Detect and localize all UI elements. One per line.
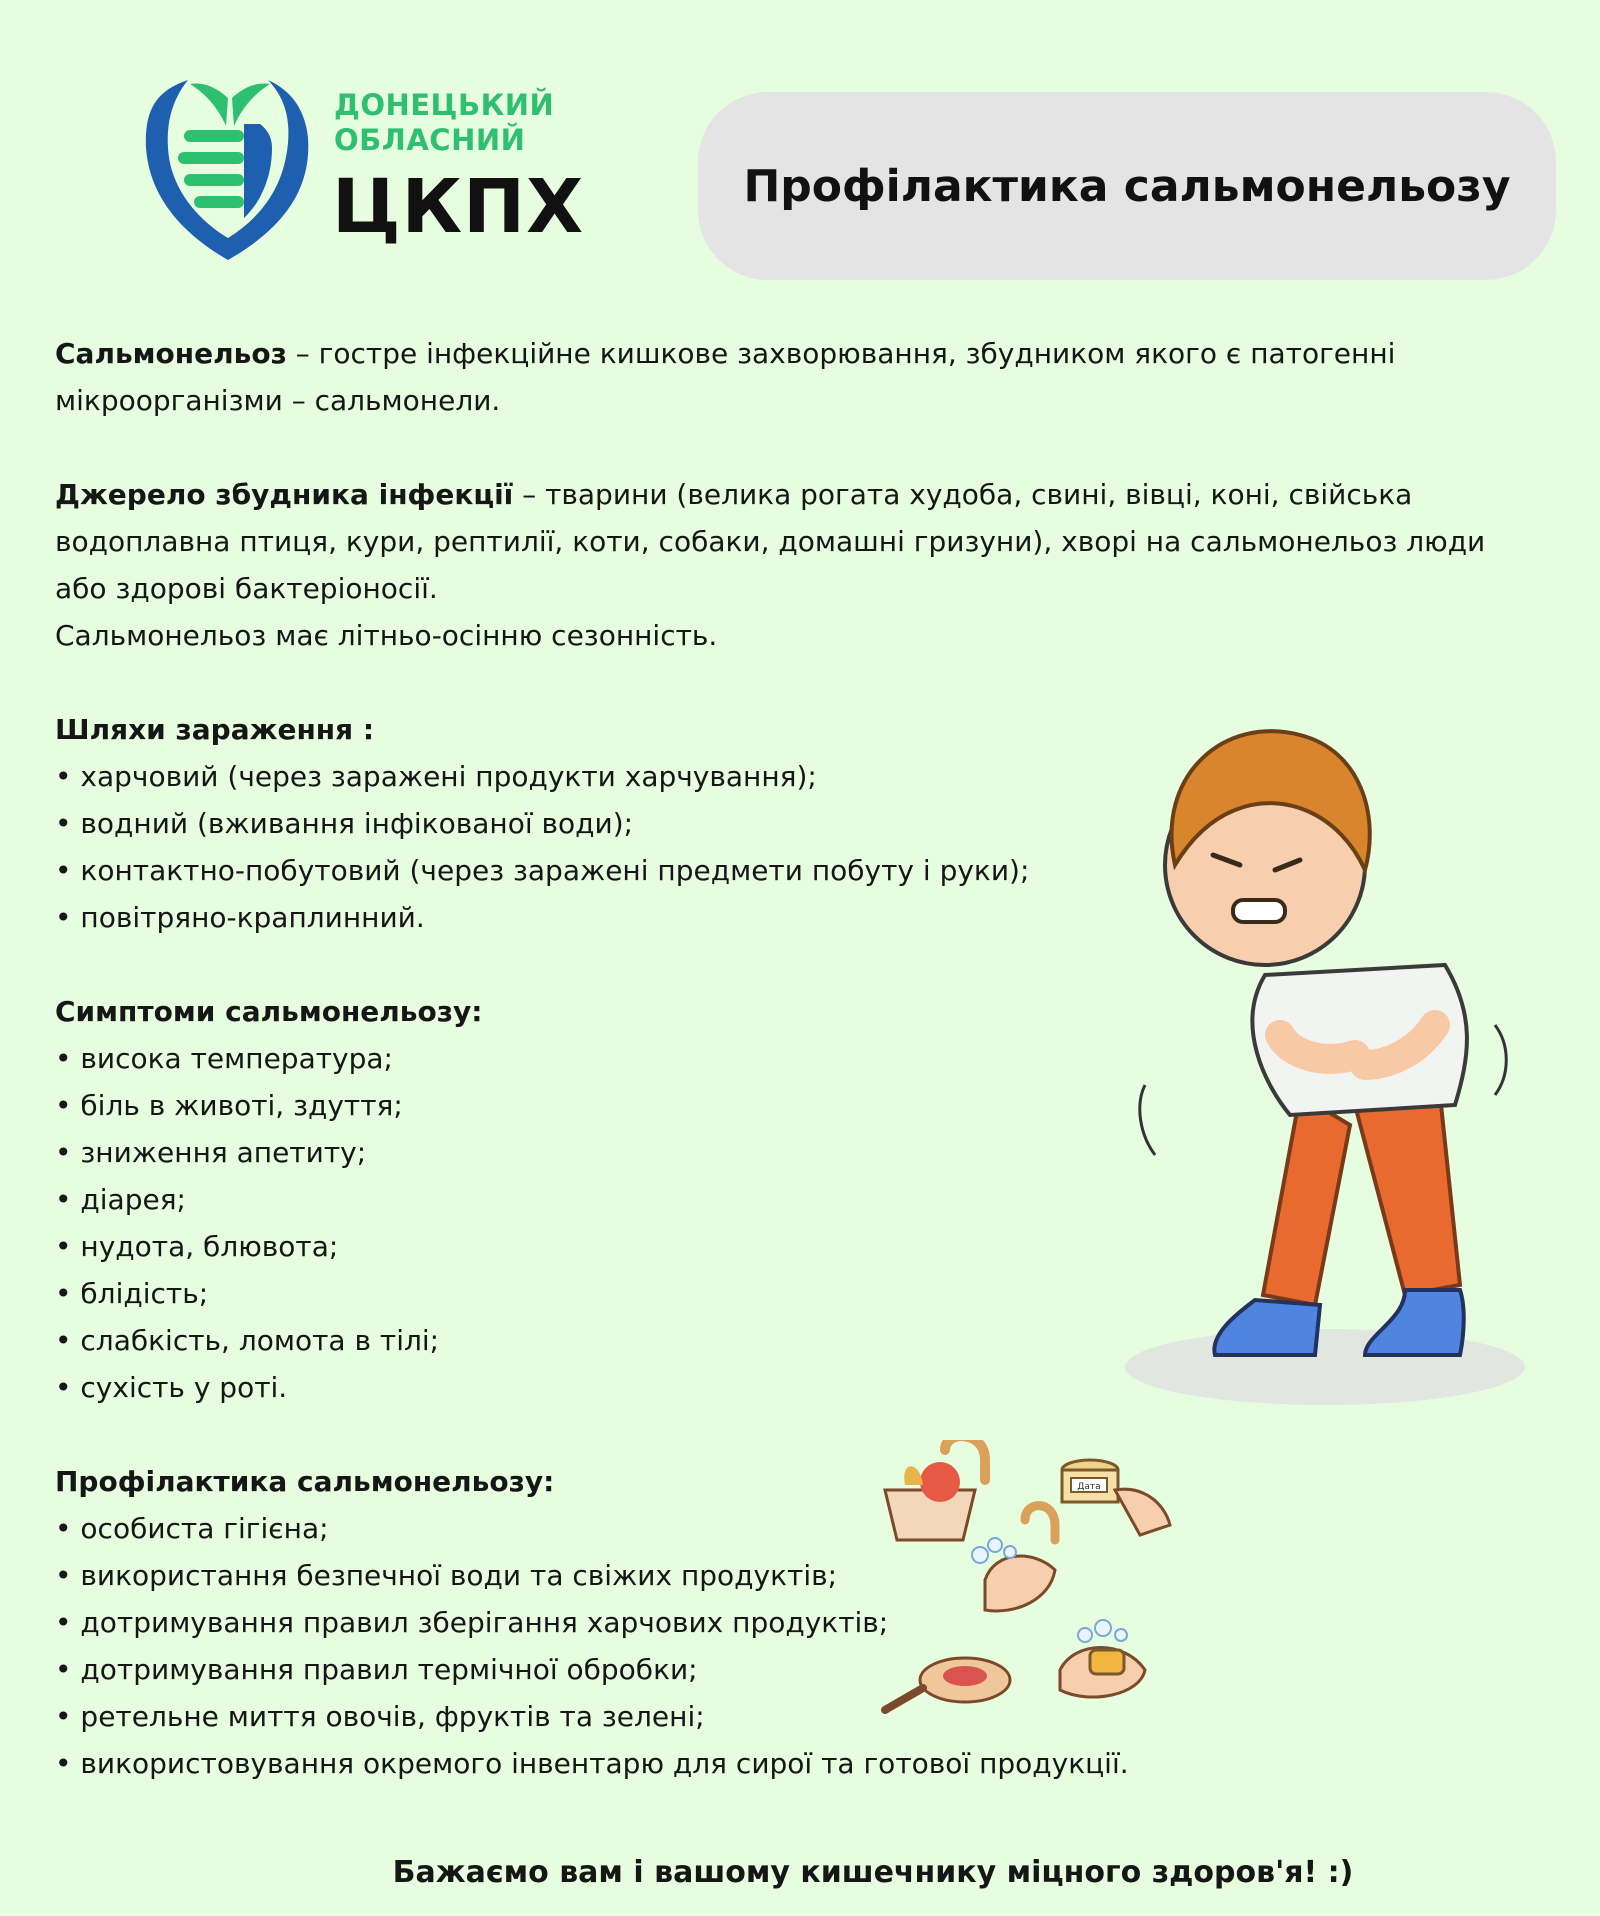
prevention-item: • використовування окремого інвентарю для сирої та готової продукції. xyxy=(55,1747,1129,1780)
prevention-item: • використання безпечної води та свіжих продуктів; xyxy=(55,1559,838,1592)
routes-item: • водний (вживання інфікованої води); xyxy=(55,807,634,840)
source-term: Джерело збудника інфекції xyxy=(55,478,514,511)
logo-line-oblast: ОБЛАСНИЙ xyxy=(334,123,526,157)
symptoms-heading: Симптоми сальмонельозу: xyxy=(55,995,483,1028)
prevention-item: • дотримування правил термічної обробки; xyxy=(55,1653,698,1686)
symptoms-item: • слабкість, ломота в тілі; xyxy=(55,1324,440,1357)
symptoms-item: • біль в животі, здуття; xyxy=(55,1089,403,1122)
logo-line-region: ДОНЕЦЬКИЙ xyxy=(334,88,555,122)
source-line-3: або здорові бактеріоносії. xyxy=(55,572,438,605)
prevention-item: • особиста гігієна; xyxy=(55,1512,329,1545)
food-hygiene-illustration xyxy=(875,1440,1195,1740)
page-title: Профілактика сальмонельозу xyxy=(743,160,1511,212)
symptoms-item: • сухість у роті. xyxy=(55,1371,288,1404)
logo-abbreviation: ЦКПХ xyxy=(332,164,585,250)
prevention-item: • ретельне миття овочів, фруктів та зелені; xyxy=(55,1700,705,1733)
symptoms-item: • нудота, блювота; xyxy=(55,1230,339,1263)
source-line-2: водоплавна птиця, кури, рептилії, коти, собаки, домашні гризуни), хворі на сальмонельоз люди xyxy=(55,525,1486,558)
boy-stomachache-illustration xyxy=(1115,695,1535,1415)
title-banner xyxy=(698,92,1556,280)
season-line: Сальмонельоз має літньо-осінню сезонність. xyxy=(55,619,718,652)
prevention-item: • дотримування правил зберігання харчових продуктів; xyxy=(55,1606,889,1639)
footer-message xyxy=(0,1855,1600,1890)
definition-text-1: – гостре інфекційне кишкове захворювання, збудником якого є патогенні xyxy=(286,337,1396,370)
shield-logo-icon xyxy=(140,68,320,268)
logo xyxy=(140,68,585,268)
symptoms-item: • висока температура; xyxy=(55,1042,393,1075)
can-label: Дата xyxy=(1077,1482,1101,1492)
definition-term: Сальмонельоз xyxy=(55,337,287,370)
symptoms-item: • зниження апетиту; xyxy=(55,1136,367,1169)
routes-heading: Шляхи зараження : xyxy=(55,713,375,746)
source-line-1 xyxy=(55,471,1575,518)
footer-text: Бажаємо вам і вашому кишечнику міцного здоров'я! :) xyxy=(392,1855,1354,1890)
definition-line-2: мікроорганізми – сальмонели. xyxy=(55,384,501,417)
definition-line-1 xyxy=(55,330,1575,377)
prevention-heading: Профілактика сальмонельозу: xyxy=(55,1465,555,1498)
symptoms-item: • блідість; xyxy=(55,1277,209,1310)
routes-item: • харчовий (через заражені продукти харчування); xyxy=(55,760,817,793)
symptoms-item: • діарея; xyxy=(55,1183,186,1216)
routes-item: • повітряно-краплинний. xyxy=(55,901,425,934)
routes-item: • контактно-побутовий (через заражені предмети побуту і руки); xyxy=(55,854,1030,887)
source-text-1: – тварини (велика рогата худоба, свині, вівці, коні, свійська xyxy=(513,478,1413,511)
